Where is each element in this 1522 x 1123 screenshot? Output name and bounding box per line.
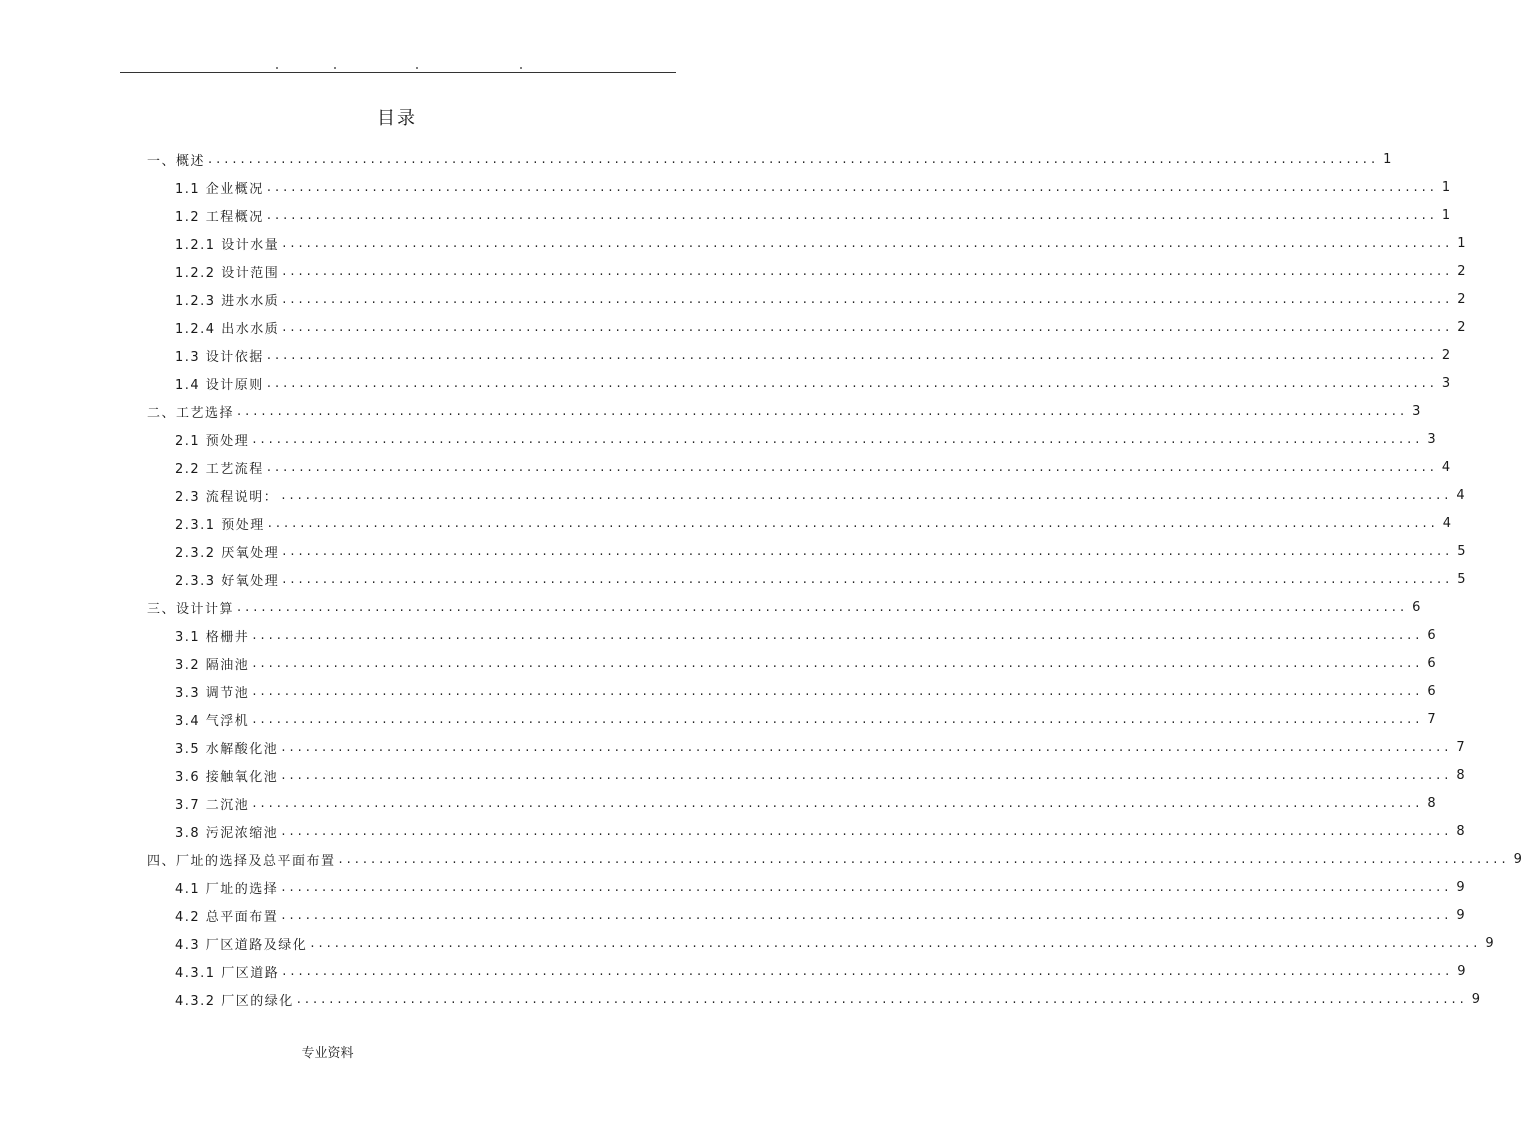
toc-page-number: 9: [1456, 879, 1465, 895]
toc-page-number: 6: [1412, 599, 1421, 615]
toc-leader-dots: ................................................................................................................................................: [282, 543, 1454, 559]
toc-entry-label: 2.3.2 厌氧处理: [175, 545, 280, 561]
toc-entry-label: 3.6 接触氧化池: [175, 769, 279, 785]
toc-entry-label: 3.8 污泥浓缩池: [175, 825, 279, 841]
toc-entry[interactable]: [147, 397, 1421, 425]
toc-leader-dots: ................................................................................................................................................: [282, 571, 1454, 587]
toc-entry-label: 4.3.2 厂区的绿化: [175, 993, 294, 1009]
toc-leader-dots: ................................................................................................................................................: [252, 431, 1424, 447]
toc-leader-dots: ................................................................................................................................................: [281, 823, 1453, 839]
toc-entry-label: 4.3 厂区道路及绿化: [175, 937, 308, 953]
toc-entry[interactable]: [147, 453, 1451, 481]
toc-page-number: 7: [1456, 739, 1465, 755]
toc-page-number: 9: [1471, 991, 1481, 1007]
toc-leader-dots: ................................................................................................................................................: [282, 235, 1454, 251]
toc-entry[interactable]: [147, 173, 1451, 201]
toc-entry[interactable]: [147, 705, 1436, 733]
toc-entry-label: 3.1 格栅井: [175, 629, 250, 645]
toc-entry-label: 3.5 水解酸化池: [175, 741, 279, 757]
toc-leader-dots: ................................................................................................................................................: [282, 263, 1454, 279]
toc-page-number: 1: [1457, 235, 1466, 251]
toc-page-number: 4: [1456, 487, 1465, 503]
toc-leader-dots: ................................................................................................................................................: [252, 711, 1424, 727]
toc-entry-label: 1.1 企业概况: [175, 181, 264, 197]
toc-entry[interactable]: [147, 873, 1465, 901]
toc-entry-label: 1.3 设计依据: [175, 349, 264, 365]
toc-page-number: 4: [1441, 459, 1451, 475]
header-dot: [276, 67, 278, 69]
toc-entry[interactable]: [147, 565, 1466, 593]
toc-leader-dots: ................................................................................................................................................: [281, 879, 1453, 895]
toc-page-number: 1: [1441, 207, 1451, 223]
toc-page-number: 5: [1457, 571, 1466, 587]
toc-entry[interactable]: [147, 817, 1465, 845]
toc-leader-dots: ................................................................................................................................................: [237, 403, 1409, 419]
toc-entry[interactable]: [147, 789, 1436, 817]
header-dot: [416, 67, 418, 69]
toc-page-number: 2: [1457, 319, 1466, 335]
toc-leader-dots: ................................................................................................................................................: [266, 459, 1438, 475]
toc-leader-dots: ................................................................................................................................................: [282, 319, 1454, 335]
toc-leader-dots: ................................................................................................................................................: [267, 515, 1439, 531]
toc-entry-label: 1.2 工程概况: [175, 209, 264, 225]
toc-entry-label: 1.2.3 进水水质: [175, 293, 280, 309]
header-dot: [520, 67, 522, 69]
toc-leader-dots: ................................................................................................................................................: [281, 767, 1453, 783]
toc-entry[interactable]: [147, 425, 1436, 453]
toc-entry-label: 2.3.1 预处理: [175, 517, 265, 533]
toc-entry-label: 2.2 工艺流程: [175, 461, 264, 477]
toc-page-number: 6: [1427, 683, 1436, 699]
toc-page-number: 6: [1427, 655, 1436, 671]
toc-entry[interactable]: [147, 845, 1522, 873]
toc-entry-label: 四、厂址的选择及总平面布置: [147, 853, 336, 869]
toc-leader-dots: ................................................................................................................................................: [237, 599, 1409, 615]
toc-entry[interactable]: [147, 733, 1465, 761]
toc-entry-label: 3.2 隔油池: [175, 657, 250, 673]
toc-entry-label: 2.3.3 好氧处理: [175, 573, 280, 589]
toc-leader-dots: ................................................................................................................................................: [282, 291, 1454, 307]
toc-page-number: 9: [1456, 907, 1465, 923]
toc-title: 目录: [377, 108, 417, 129]
toc-entry-label: 2.3 流程说明：: [175, 489, 279, 505]
toc-page-number: 3: [1412, 403, 1421, 419]
toc-page-number: 4: [1442, 515, 1452, 531]
toc-entry[interactable]: [147, 229, 1466, 257]
toc-entry[interactable]: [147, 285, 1466, 313]
toc-leader-dots: ................................................................................................................................................: [296, 991, 1468, 1007]
toc-entry[interactable]: [147, 341, 1451, 369]
toc-entry[interactable]: [147, 677, 1436, 705]
toc-entry[interactable]: [147, 957, 1466, 985]
toc-entry-label: 1.2.4 出水水质: [175, 321, 280, 337]
toc-entry-label: 1.2.2 设计范围: [175, 265, 280, 281]
toc-entry[interactable]: [147, 257, 1466, 285]
toc-entry[interactable]: [147, 593, 1421, 621]
toc-leader-dots: ................................................................................................................................................: [282, 963, 1454, 979]
toc-page-number: 8: [1456, 767, 1465, 783]
toc-entry-label: 4.3.1 厂区道路: [175, 965, 280, 981]
toc-entry[interactable]: [147, 929, 1494, 957]
toc-entry[interactable]: [147, 901, 1465, 929]
toc-entry[interactable]: [147, 985, 1481, 1013]
toc-entry-label: 3.4 气浮机: [175, 713, 250, 729]
toc-page-number: 3: [1427, 431, 1436, 447]
toc-leader-dots: ................................................................................................................................................: [281, 487, 1453, 503]
toc-entry-label: 4.2 总平面布置: [175, 909, 279, 925]
toc-leader-dots: ................................................................................................................................................: [266, 207, 1438, 223]
toc-entry[interactable]: [147, 537, 1466, 565]
toc-entry[interactable]: [147, 481, 1465, 509]
toc-page-number: 2: [1457, 291, 1466, 307]
toc-page-number: 3: [1441, 375, 1451, 391]
header-rule: [120, 72, 676, 73]
toc-leader-dots: ................................................................................................................................................: [266, 179, 1438, 195]
toc-entry-label: 4.1 厂址的选择: [175, 881, 279, 897]
toc-leader-dots: ................................................................................................................................................: [266, 375, 1438, 391]
toc-entry-label: 1.4 设计原则: [175, 377, 264, 393]
table-of-contents: [147, 145, 1522, 1013]
toc-entry-label: 三、设计计算: [147, 601, 235, 617]
toc-leader-dots: ................................................................................................................................................: [310, 935, 1482, 951]
toc-page-number: 8: [1456, 823, 1465, 839]
toc-page-number: 1: [1383, 151, 1392, 167]
toc-page-number: 8: [1427, 795, 1436, 811]
toc-entry[interactable]: [147, 509, 1452, 537]
toc-entry-label: 一、概述: [147, 153, 206, 169]
toc-page-number: 7: [1427, 711, 1436, 727]
toc-page-number: 2: [1457, 263, 1466, 279]
toc-page-number: 9: [1457, 963, 1466, 979]
toc-leader-dots: ................................................................................................................................................: [252, 683, 1424, 699]
toc-entry[interactable]: [147, 649, 1436, 677]
toc-leader-dots: ................................................................................................................................................: [281, 907, 1453, 923]
toc-entry[interactable]: [147, 369, 1451, 397]
toc-leader-dots: ................................................................................................................................................: [252, 627, 1424, 643]
toc-page-number: 6: [1427, 627, 1436, 643]
toc-page-number: 2: [1441, 347, 1451, 363]
toc-entry[interactable]: [147, 313, 1466, 341]
toc-entry-label: 1.2.1 设计水量: [175, 237, 280, 253]
toc-entry-label: 2.1 预处理: [175, 433, 250, 449]
toc-entry[interactable]: [147, 145, 1392, 173]
toc-entry-label: 3.3 调节池: [175, 685, 250, 701]
toc-leader-dots: ................................................................................................................................................: [252, 655, 1424, 671]
toc-page-number: 1: [1441, 179, 1451, 195]
toc-page-number: 5: [1457, 543, 1466, 559]
footer-text: 专业资料: [301, 1046, 354, 1061]
toc-leader-dots: ................................................................................................................................................: [338, 851, 1510, 867]
toc-page-number: 9: [1513, 851, 1522, 867]
toc-leader-dots: ................................................................................................................................................: [281, 739, 1453, 755]
toc-entry-label: 3.7 二沉池: [175, 797, 250, 813]
header-dot: [334, 67, 336, 69]
toc-page-number: 9: [1485, 935, 1494, 951]
toc-leader-dots: ................................................................................................................................................: [252, 795, 1424, 811]
toc-entry[interactable]: [147, 621, 1436, 649]
toc-entry[interactable]: [147, 201, 1451, 229]
toc-entry[interactable]: [147, 761, 1465, 789]
toc-leader-dots: ................................................................................................................................................: [266, 347, 1438, 363]
toc-entry-label: 二、工艺选择: [147, 405, 235, 421]
toc-leader-dots: ................................................................................................................................................: [208, 151, 1380, 167]
